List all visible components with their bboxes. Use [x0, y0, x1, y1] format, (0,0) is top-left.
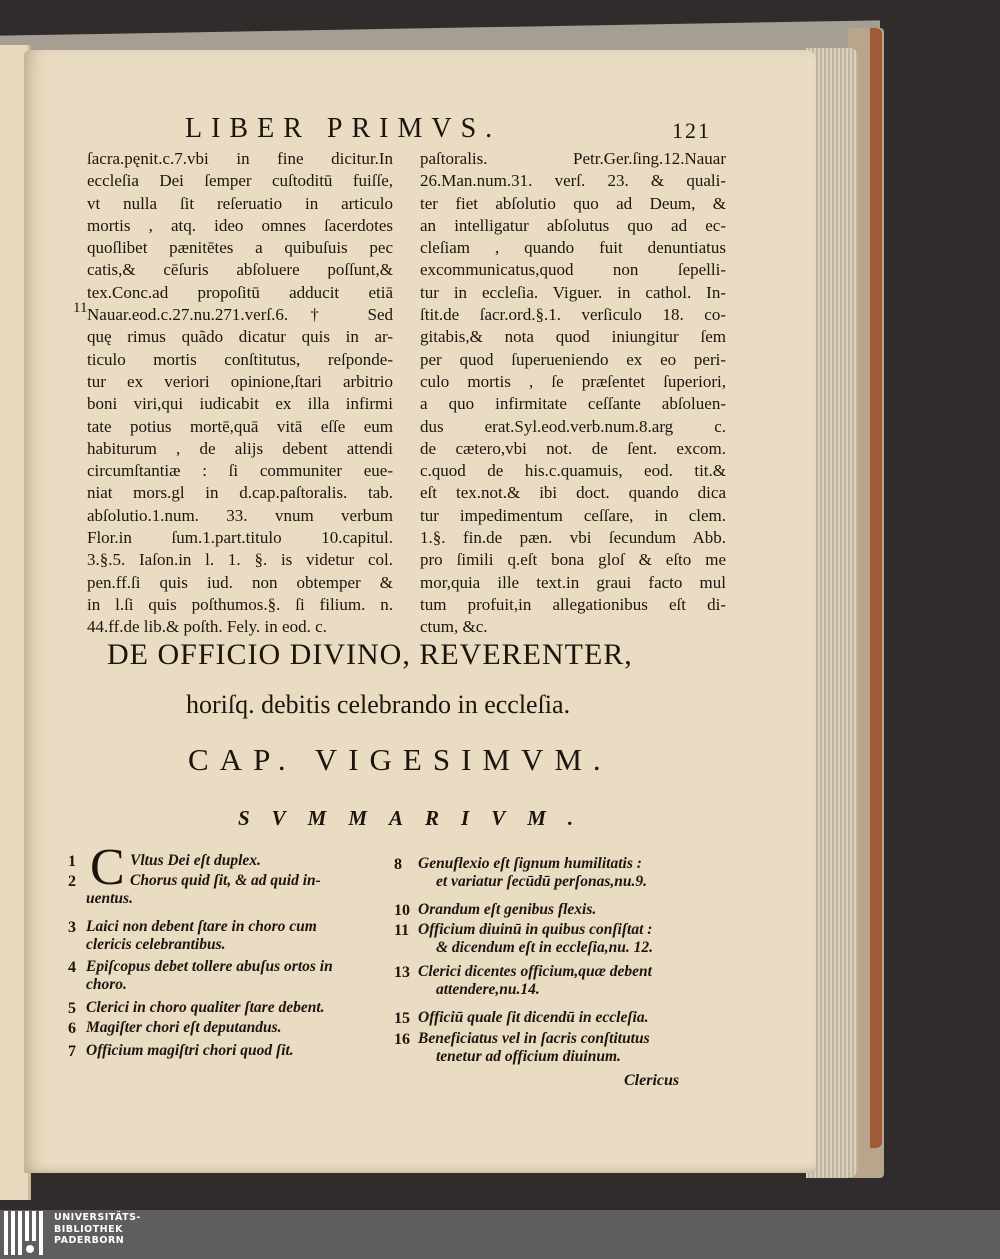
text-line: tur in eccleſia. Viguer. in cathol. In-: [420, 282, 726, 302]
text-line: tur ex veriori opinione,ſtari arbitrio: [87, 371, 393, 391]
text-line: dus erat.Syl.eod.verb.num.8.arg c.: [420, 416, 726, 436]
text-line: quoſlibet pænitētes a quibuſuis pec: [87, 238, 393, 258]
summary-item-text: Officium magiſtri chori quod ſit.: [86, 1042, 294, 1059]
text-line: excommunicatus,quod non ſepelli-: [420, 260, 726, 280]
section-subtitle: horiſq. debitis celebrando in eccleſia.: [186, 690, 571, 719]
book-cover-edge: [870, 28, 882, 1148]
text-line: vt nulla ſit reſeruatio in articulo: [87, 193, 393, 213]
summary-item-text: uentus.: [86, 890, 133, 907]
text-line: abſolutio.1.num. 33. vnum verbum: [87, 505, 393, 525]
library-logo-text: [54, 1212, 141, 1247]
text-line: Nauar.eod.c.27.nu.271.verſ.6.† Sed: [87, 305, 393, 325]
logo-line: UNIVERSITÄTS-: [54, 1212, 141, 1223]
text-line: tex.Conc.ad propoſitū adducit etiā: [87, 282, 393, 302]
text-line: boni viri,qui iudicabit ex illa infirmi: [87, 394, 393, 414]
summary-item-number: 1: [68, 853, 76, 870]
logo-line: PADERBORN: [54, 1235, 125, 1246]
text-line: pen.ff.ſi quis iud. non obtemper &: [87, 572, 393, 592]
text-line: c.quod de his.c.quamuis, eod. tit.&: [420, 461, 726, 481]
library-footer-bar: [0, 1210, 1000, 1259]
summary-item-number: 10: [394, 902, 410, 919]
summary-item-text: Officiū quale ſit dicendū in eccleſia.: [418, 1009, 649, 1026]
summary-item-text: Laici non debent ſtare in choro cum: [86, 918, 317, 935]
text-line: Flor.in ſum.1.part.titulo 10.capitul.: [87, 528, 393, 548]
summary-heading: SVMMARIVM.: [238, 806, 596, 830]
text-line: ſacra.pęnit.c.7.vbi in fine dicitur.In: [87, 149, 393, 168]
text-line: culo mortis , ſe præſentet ſuperiori,: [420, 371, 726, 391]
summary-item-text: attendere,nu.14.: [436, 981, 540, 998]
summary-item-number: 15: [394, 1010, 410, 1027]
right-text-column: [420, 148, 726, 639]
section-title: DE OFFICIO DIVINO, REVERENTER,: [107, 638, 633, 671]
text-line: ctum, &c.: [420, 617, 488, 637]
text-line: ticulo mortis conſtitutus, reſponde-: [87, 349, 393, 369]
text-line: an intelligatur abſolutus quo ad ec-: [420, 215, 726, 235]
margin-reference-number: 11: [73, 300, 88, 316]
text-line: mortis , atq. ideo omnes ſacerdotes: [87, 215, 393, 235]
page-number: 121: [672, 118, 711, 143]
text-line: in l.ſi quis poſthumos.§. ſi filium. n.: [87, 594, 393, 614]
text-line: ſtit.de ſacr.ord.§.1. verſiculo 18. co-: [420, 305, 726, 325]
catchword: Clericus: [624, 1072, 680, 1089]
summary-item-text: Magiſter chori eſt deputandus.: [86, 1019, 282, 1036]
text-line: catis,& cēſuris abſoluere poſſunt,&: [87, 260, 393, 280]
text-line: pro ſimili q.eſt bona gloſ & eſto me: [420, 550, 726, 570]
text-line: 26.Man.num.31. verſ. 23. & quali-: [420, 171, 726, 191]
summary-item-number: 2: [68, 873, 76, 890]
summary-item-text: & dicendum eſt in eccleſia,nu. 12.: [436, 939, 653, 956]
summary-item-text: clericis celebrantibus.: [86, 936, 226, 953]
text-line: circumſtantiæ : ſi communiter eue-: [87, 461, 393, 481]
text-line: paſtoralis. Petr.Ger.ſing.12.Nauar: [420, 149, 726, 168]
summary-drop-cap: C: [90, 839, 125, 896]
summary-item-number: 4: [68, 959, 76, 976]
summary-item-text: Chorus quid ſit, & ad quid in-: [130, 872, 321, 889]
summary-item-number: 13: [394, 964, 410, 981]
logo-line: BIBLIOTHEK: [54, 1223, 123, 1235]
text-line: a quo infirmitate ceſſante abſoluen-: [420, 394, 726, 414]
text-line: habiturum , de alijs debent attendi: [87, 438, 393, 458]
summary-item-text: Beneficiatus vel in ſacris conſtitutus: [418, 1030, 650, 1047]
chapter-title: CAP. VIGESIMVM.: [188, 742, 612, 777]
summary-item-text: Officium diuinū in quibus conſiſtat :: [418, 921, 653, 938]
text-line: 1.§. fin.de pæn. vbi ſecundum Abb.: [420, 528, 726, 548]
text-line: tate potius mortē,quā vitā eſſe eum: [87, 416, 393, 436]
text-line: 44.ff.de lib.& poſth. Fely. in eod. c.: [87, 617, 327, 637]
text-line: tum profuit,in allegationibus eſt di-: [420, 594, 726, 614]
summary-item-text: Clerici in choro qualiter ſtare debent.: [86, 999, 325, 1016]
text-line: tur impedimentum ceſſare, in clem.: [420, 505, 726, 525]
summary-item-text: et variatur ſecūdū perſonas,nu.9.: [436, 873, 647, 890]
text-line: niat mors.gl in d.cap.paſtoralis. tab.: [87, 483, 393, 503]
summary-item-number: 5: [68, 1000, 76, 1017]
summary-item-number: 16: [394, 1031, 410, 1048]
summary-item-number: 3: [68, 919, 76, 936]
summary-item-text: Clerici dicentes officium,quæ debent: [418, 963, 652, 980]
summary-item-number: 11: [394, 922, 410, 939]
summary-item-number: 8: [394, 856, 402, 873]
text-line: mor,quia ille text.in graui facto mul: [420, 572, 726, 592]
summary-item-text: Epiſcopus debet tollere abuſus ortos in: [86, 958, 333, 975]
text-line: ter fiet abſolutio quo ad Deum, &: [420, 193, 726, 213]
summary-item-text: tenetur ad officium diuinum.: [436, 1048, 621, 1065]
library-logo-dot: [26, 1245, 34, 1253]
text-line: quę rimus quãdo dicatur quis in ar-: [87, 327, 393, 347]
summary-item-text: Orandum eſt genibus flexis.: [418, 901, 597, 918]
left-text-column: [87, 148, 393, 639]
text-line: de cætero,vbi not. de ſent. excom.: [420, 438, 726, 458]
text-line: eccleſia Dei ſemper cuſtoditū fuiſſe,: [87, 171, 393, 191]
summary-item-text: choro.: [86, 976, 127, 993]
text-line: eſt tex.not.& ibi doct. quando dica: [420, 483, 726, 503]
text-line: 3.§.5. Iaſon.in l. 1. §. is videtur col.: [87, 550, 393, 570]
summary-item-number: 7: [68, 1043, 76, 1060]
summary-item-text: Vltus Dei eſt duplex.: [130, 852, 261, 869]
running-head: LIBER PRIMVS.: [185, 113, 502, 144]
summary-item-text: Genuflexio eſt ſignum humilitatis :: [418, 855, 642, 872]
summary-item-number: 6: [68, 1020, 76, 1037]
text-line: per quod ſuperueniendo ex eo peri-: [420, 349, 726, 369]
text-line: gitabis,& nota quod iniungitur ſem: [420, 327, 726, 347]
text-line: cleſiam , quando fuit denuntiatus: [420, 238, 726, 258]
